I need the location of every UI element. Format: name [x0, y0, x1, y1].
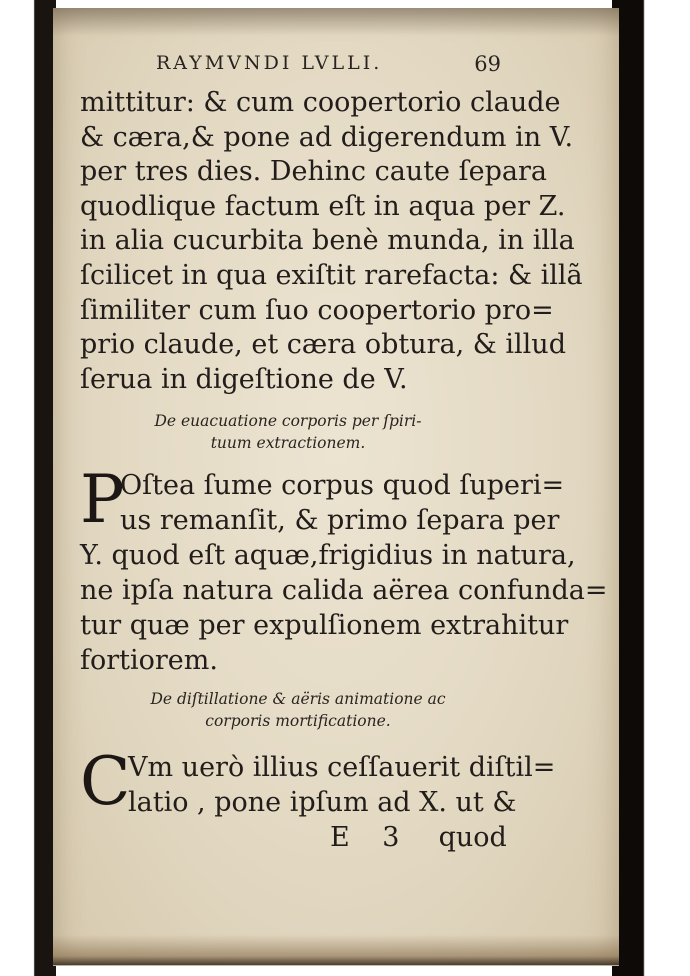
text-line: Y. quod eſt aquæ,frigidius in natura,: [80, 540, 576, 571]
section-heading-1: [118, 410, 458, 454]
text-line: quodlique factum eſt in aqua per Z.: [80, 190, 566, 222]
scan-margin-right: [612, 0, 690, 976]
text-line: latio , pone ipſum ad X. ut &: [128, 787, 517, 818]
text-line: ſimiliter cum ſuo coopertorio pro=: [80, 294, 554, 326]
text-line: us remanſit, & primo ſepara per: [120, 505, 560, 536]
text-line: in alia cucurbita benè munda, in illa: [80, 225, 575, 257]
page-top-shadow: [53, 8, 619, 36]
text-block-3: [80, 743, 556, 855]
catchword: quod: [438, 822, 507, 853]
page-bottom-edge: [53, 935, 619, 965]
heading-line: tuum extractionem.: [210, 434, 366, 452]
running-title: RAYMVNDI LVLLI.: [156, 52, 383, 74]
heading-line: De diſtillatione & aëris animatione ac: [150, 690, 446, 708]
text-block-2: [80, 461, 608, 678]
text-line: per tres dies. Dehinc caute ſepara: [80, 156, 547, 188]
page-number: 69: [474, 52, 501, 76]
text-line: mittitur: & cum coopertorio claude: [80, 87, 561, 118]
text-line: tur quæ per expulſionem extrahitur: [80, 610, 569, 641]
dropcap-group: [80, 743, 556, 820]
text-line: ſcilicet in qua exiſtit rarefacta: & illã: [80, 259, 583, 291]
text-line: Oſtea ſume corpus quod ſuperi=: [120, 470, 565, 501]
text-line: & cæra,& pone ad digerendum in V.: [80, 121, 574, 153]
signature-line: [80, 820, 507, 855]
section-heading-2: [118, 688, 478, 732]
heading-line: De euacuatione corporis per ſpiri-: [154, 412, 422, 430]
text-line: ſerua in digeſtione de V.: [80, 363, 408, 395]
text-line: fortiorem.: [80, 645, 218, 676]
text-line: Vm uerò illius ceſſauerit diſtil=: [128, 752, 556, 783]
text-line: prio claude, et cæra obtura, & illud: [80, 329, 566, 361]
drop-capital: C: [80, 743, 131, 820]
text-line: ne ipſa natura calida aërea confunda=: [80, 575, 608, 606]
drop-capital: P: [80, 461, 125, 538]
scan-margin-left: [0, 0, 56, 976]
heading-line: corporis mortificatione.: [205, 712, 391, 730]
text-block-1: [80, 86, 583, 397]
signature-mark: E 3: [330, 822, 412, 853]
dropcap-group: [80, 461, 565, 538]
